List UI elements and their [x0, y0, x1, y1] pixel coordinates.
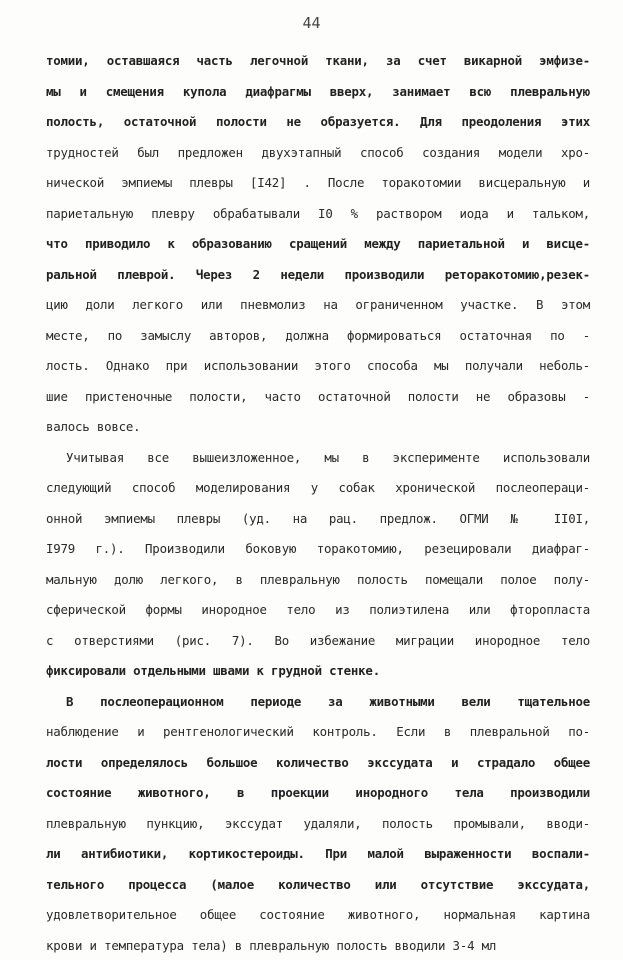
paragraph-3 [46, 687, 590, 961]
text-line: фиксировали отдельными швами к грудной стенке. [46, 656, 590, 687]
text-line: лость. Однако при использовании этого способа мы получали неболь- [46, 351, 590, 382]
body-text [46, 46, 590, 961]
text-line: с отверстиями (рис. 7). Во избежание миграции инородное тело [46, 626, 590, 657]
text-line: париетальную плевру обрабатывали I0 % раствором иода и тальком, [46, 199, 590, 230]
text-line: что приводило к образованию сращений между париетальной и висце- [46, 229, 590, 260]
text-line: состояние животного, в проекции инородного тела производили [46, 778, 590, 809]
text-line: В послеоперационном периоде за животными вели тщательное [46, 687, 590, 718]
text-line: следующий способ моделирования у собак хронической послеопераци- [46, 473, 590, 504]
text-line: мальную долю легкого, в плевральную полость помещали полое полу- [46, 565, 590, 596]
text-line: плевральную пункцию, экссудат удаляли, полость промывали, вводи- [46, 809, 590, 840]
page-number: 44 [0, 14, 623, 32]
paragraph-1 [46, 46, 590, 443]
text-line: наблюдение и рентгенологический контроль. Если в плевральной по- [46, 717, 590, 748]
text-line: I979 г.). Производили боковую торакотомию, резецировали диафраг- [46, 534, 590, 565]
text-line: тельного процесса (малое количество или отсутствие экссудата, [46, 870, 590, 901]
text-line: сферической формы инородное тело из полиэтилена или фторопласта [46, 595, 590, 626]
text-line: ральной плеврой. Через 2 недели производили реторакотомию,резек- [46, 260, 590, 291]
text-line: нической эмпиемы плевры [I42] . После торакотомии висцеральную и [46, 168, 590, 199]
text-line: валось вовсе. [46, 412, 590, 443]
text-line: ли антибиотики, кортикостероиды. При малой выраженности воспали- [46, 839, 590, 870]
text-line: трудностей был предложен двухэтапный способ создания модели хро- [46, 138, 590, 169]
text-line: полость, остаточной полости не образуется. Для преодоления этих [46, 107, 590, 138]
text-line: шие пристеночные полости, часто остаточной полости не образовы - [46, 382, 590, 413]
text-line: томии, оставшаяся часть легочной ткани, за счет викарной эмфизе- [46, 46, 590, 77]
text-line: онной эмпиемы плевры (уд. на рац. предлож. ОГМИ № II0I, [46, 504, 590, 535]
text-line: мы и смещения купола диафрагмы вверх, занимает всю плевральную [46, 77, 590, 108]
text-line: Учитывая все вышеизложенное, мы в эксперименте использовали [46, 443, 590, 474]
text-line: месте, по замыслу авторов, должна формироваться остаточная по - [46, 321, 590, 352]
paragraph-2 [46, 443, 590, 687]
text-line: цию доли легкого или пневмолиз на ограниченном участке. В этом [46, 290, 590, 321]
text-line: крови и температура тела) в плевральную полость вводили 3-4 мл [46, 931, 590, 961]
text-line: удовлетворительное общее состояние животного, нормальная картина [46, 900, 590, 931]
text-line: лости определялось большое количество экссудата и страдало общее [46, 748, 590, 779]
